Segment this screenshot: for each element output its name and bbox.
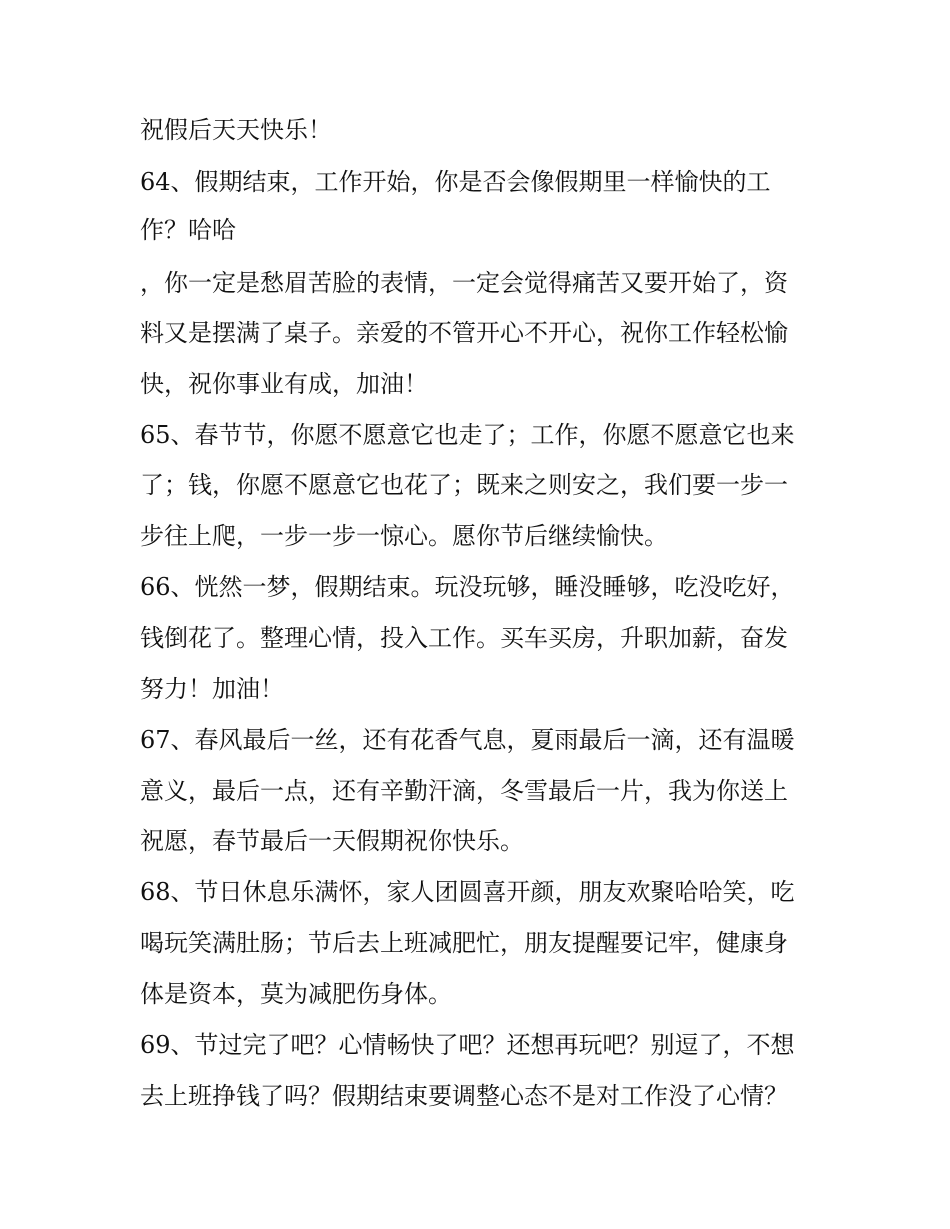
text-line: 钱倒花了。整理心情，投入工作。买车买房，升职加薪，奋发 <box>140 624 788 652</box>
text-line: 69、节过完了吧？心情畅快了吧？还想再玩吧？别逗了，不想 <box>140 1031 795 1059</box>
text-line: 快，祝你事业有成，加油！ <box>140 370 428 398</box>
text-line: 64、假期结束，工作开始，你是否会像假期里一样愉快的工 <box>140 168 771 196</box>
text-line: 意义，最后一点，还有辛勤汗滴，冬雪最后一片，我为你送上 <box>140 777 788 805</box>
text-line: 步往上爬，一步一步一惊心。愿你节后继续愉快。 <box>140 522 668 550</box>
text-line: 作？哈哈 <box>140 216 236 244</box>
text-line: 68、节日休息乐满怀，家人团圆喜开颜，朋友欢聚哈哈笑，吃 <box>140 878 795 906</box>
text-line: 67、春风最后一丝，还有花香气息，夏雨最后一滴，还有温暖 <box>140 726 795 754</box>
text-line: ，你一定是愁眉苦脸的表情，一定会觉得痛苦又要开始了，资 <box>140 269 788 297</box>
text-line: 65、春节节，你愿不愿意它也走了；工作，你愿不愿意它也来 <box>140 421 795 449</box>
text-line: 去上班挣钱了吗？假期结束要调整心态不是对工作没了心情？ <box>140 1082 788 1110</box>
text-line: 努力！加油！ <box>140 675 284 703</box>
text-line: 66、恍然一梦，假期结束。玩没玩够，睡没睡够，吃没吃好， <box>140 573 795 601</box>
text-line: 料又是摆满了桌子。亲爱的不管开心不开心，祝你工作轻松愉 <box>140 319 788 347</box>
text-line: 祝愿，春节最后一天假期祝你快乐。 <box>140 827 524 855</box>
text-line: 体是资本，莫为减肥伤身体。 <box>140 980 452 1008</box>
text-line: 了；钱，你愿不愿意它也花了；既来之则安之，我们要一步一 <box>140 471 788 499</box>
text-line: 祝假后天天快乐！ <box>140 116 332 144</box>
text-line: 喝玩笑满肚肠；节后去上班减肥忙，朋友提醒要记牢，健康身 <box>140 929 788 957</box>
